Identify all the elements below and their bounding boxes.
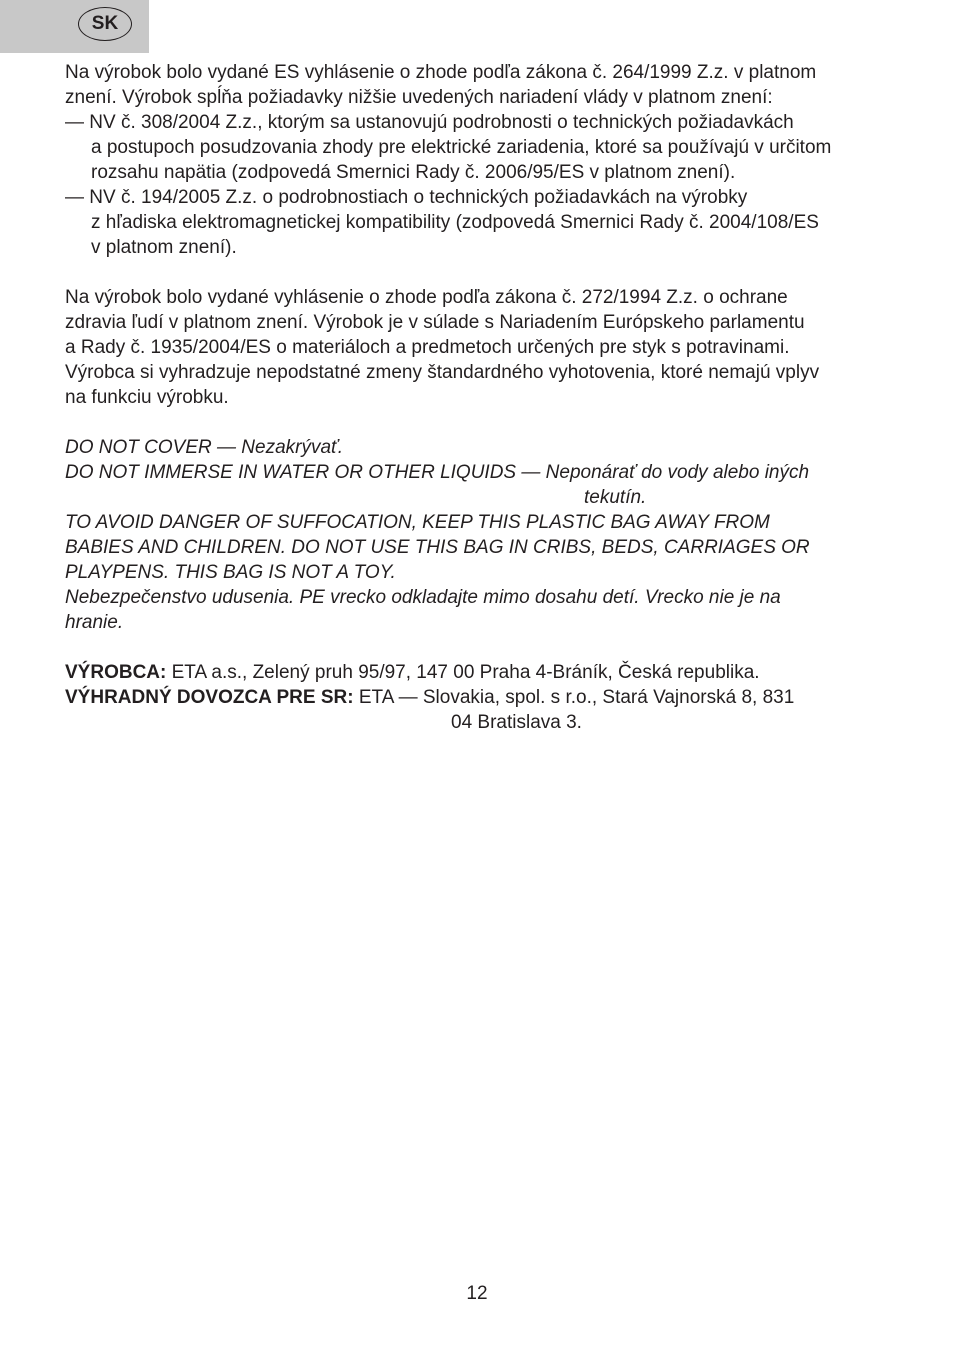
manufacturer-label: VÝROBCA: — [65, 662, 167, 683]
text-line: v platnom znení). — [91, 237, 237, 258]
conformity-declaration-paragraph — [65, 60, 905, 260]
warning-line: DO NOT COVER — Nezakrývať. — [65, 437, 344, 458]
contacts-block — [65, 660, 905, 735]
warning-line: BABIES AND CHILDREN. DO NOT USE THIS BAG IN CRIBS, BEDS, CARRIAGES OR — [65, 537, 810, 558]
text-line: Výrobca si vyhradzuje nepodstatné zmeny štandardného vyhotovenia, ktoré nemajú vplyv — [65, 362, 820, 383]
text-line: Na výrobok bolo vydané vyhlásenie o zhode podľa zákona č. 272/1994 Z.z. o ochrane — [65, 287, 788, 308]
list-item-nv-308: — NV č. 308/2004 Z.z., ktorým sa ustanovujú podrobnosti o technických požiadavkách — [65, 112, 794, 133]
manufacturer-value: ETA a.s., Zelený pruh 95/97, 147 00 Praha 4-Bráník, Česká republika. — [166, 662, 760, 683]
list-item-nv-194: — NV č. 194/2005 Z.z. o podrobnostiach o technických požiadavkách na výrobky — [65, 187, 748, 208]
warning-line: PLAYPENS. THIS BAG IS NOT A TOY. — [65, 562, 396, 583]
text-line: na funkciu výrobku. — [65, 387, 229, 408]
manufacturer-line — [65, 660, 905, 685]
text-line: znení. Výrobok spĺňa požiadavky nižšie uvedených nariadení vlády v platnom znení: — [65, 87, 773, 108]
food-contact-paragraph — [65, 285, 905, 410]
text-line: Na výrobok bolo vydané ES vyhlásenie o zhode podľa zákona č. 264/1999 Z.z. v platnom — [65, 62, 817, 83]
page-number: 12 — [466, 1283, 488, 1304]
language-badge: SK — [78, 7, 132, 41]
warnings-block — [65, 435, 905, 635]
importer-value: ETA — Slovakia, spol. s r.o., Stará Vajnorská 8, 831 — [353, 687, 795, 708]
warning-line: Nebezpečenstvo udusenia. PE vrecko odkladajte mimo dosahu detí. Vrecko nie je na — [65, 587, 781, 608]
text-line: a postupoch posudzovania zhody pre elektrické zariadenia, ktoré sa používajú v určitom — [91, 137, 832, 158]
language-tab — [0, 0, 149, 53]
text-line: zdravia ľudí v platnom znení. Výrobok je v súlade s Nariadením Európskeho parlamentu — [65, 312, 805, 333]
importer-line — [65, 685, 905, 710]
importer-label: VÝHRADNÝ DOVOZCA PRE SR: — [65, 687, 354, 708]
text-line: rozsahu napätia (zodpovedá Smernici Rady č. 2006/95/ES v platnom znení). — [91, 162, 736, 183]
text-line: a Rady č. 1935/2004/ES o materiáloch a predmetoch určených pre styk s potravinami. — [65, 337, 790, 358]
warning-line: DO NOT IMMERSE IN WATER OR OTHER LIQUIDS — Neponárať do vody alebo iných — [65, 462, 810, 483]
text-line: z hľadiska elektromagnetickej kompatibility (zodpovedá Smernici Rady č. 2004/108/ES — [91, 212, 819, 233]
warning-line: TO AVOID DANGER OF SUFFOCATION, KEEP THIS PLASTIC BAG AWAY FROM — [65, 512, 770, 533]
document-body — [65, 60, 905, 735]
warning-line: tekutín. — [584, 487, 647, 508]
warning-line: hranie. — [65, 612, 124, 633]
importer-value-continued: 04 Bratislava 3. — [451, 712, 582, 733]
